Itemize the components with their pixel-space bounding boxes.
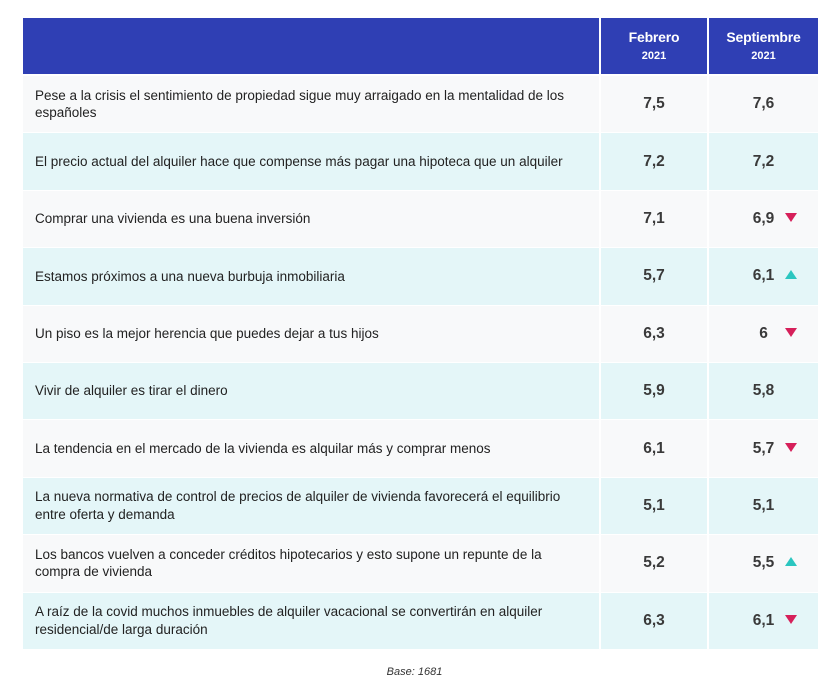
trend-down-icon: [785, 615, 797, 624]
september-score-wrap: [709, 325, 818, 343]
september-score-wrap: [709, 554, 818, 572]
february-score-cell: [601, 191, 709, 248]
september-score-cell: [709, 593, 818, 650]
february-score-cell: [601, 248, 709, 305]
statement-cell: [23, 191, 601, 248]
table-row: [23, 191, 818, 248]
statement-text: Vivir de alquiler es tirar el dinero: [35, 383, 228, 399]
september-score-cell: [709, 191, 818, 248]
statement-cell: [23, 306, 601, 363]
statement-cell: [23, 248, 601, 305]
february-score: 5,2: [643, 554, 665, 572]
september-score-cell: [709, 420, 818, 477]
february-score: 6,3: [643, 611, 665, 629]
statement-text: Pese a la crisis el sentimiento de propiedad sigue muy arraigado en la mentalidad de los españoles: [35, 87, 565, 121]
trend-down-icon: [785, 213, 797, 222]
header-february-year: 2021: [641, 50, 667, 63]
september-score-wrap: [709, 440, 818, 458]
statement-text: A raíz de la covid muchos inmuebles de alquiler vacacional se convertirán en alquiler residencial/de larga duración: [35, 604, 543, 637]
statement-text: Los bancos vuelven a conceder créditos hipotecarios y esto supone un repunte de la compra de vivienda: [35, 546, 542, 580]
september-score: 5,8: [752, 382, 775, 400]
statement-cell: [23, 420, 601, 477]
february-score: 6,1: [643, 439, 665, 457]
february-score: 7,5: [643, 95, 665, 113]
opinion-table: [23, 18, 818, 650]
table-row: [23, 420, 818, 477]
september-score: 7,2: [752, 152, 775, 170]
header-february-month: Febrero: [628, 29, 680, 46]
table-row: [23, 76, 818, 133]
september-score-wrap: [709, 612, 818, 630]
february-score-cell: [601, 76, 709, 133]
table-row: [23, 248, 818, 305]
september-score-cell: [709, 248, 818, 305]
september-score-cell: [709, 363, 818, 420]
trend-down-icon: [785, 443, 797, 452]
february-score-cell: [601, 535, 709, 592]
statement-text: El precio actual del alquiler hace que compense más pagar una hipoteca que un alquiler: [35, 153, 563, 169]
september-score: 6,1: [752, 611, 775, 629]
trend-up-icon: [785, 557, 797, 566]
statement-cell: [23, 76, 601, 133]
table-row: [23, 535, 818, 592]
february-score-cell: [601, 593, 709, 650]
february-score: 7,1: [643, 209, 665, 227]
table-row: [23, 306, 818, 363]
february-score-cell: [601, 133, 709, 190]
september-score-wrap: [709, 382, 818, 400]
table-body: [23, 76, 818, 650]
statement-text: La nueva normativa de control de precios de alquiler de vivienda favorecerá el equilibrio entre oferta y demanda: [35, 489, 561, 522]
september-score-cell: [709, 535, 818, 592]
september-score: 5,7: [752, 439, 775, 457]
table-row: [23, 593, 818, 650]
september-score-cell: [709, 133, 818, 190]
statement-cell: [23, 535, 601, 592]
february-score: 5,9: [643, 382, 665, 400]
february-score-cell: [601, 478, 709, 535]
table-row: [23, 478, 818, 535]
september-score-wrap: [709, 497, 818, 515]
header-february: [601, 18, 709, 76]
september-score-cell: [709, 76, 818, 133]
september-score-wrap: [709, 153, 818, 171]
september-score-wrap: [709, 210, 818, 228]
statement-cell: [23, 478, 601, 535]
statement-cell: [23, 363, 601, 420]
statement-cell: [23, 133, 601, 190]
header-september-year: 2021: [751, 50, 776, 63]
february-score-cell: [601, 363, 709, 420]
september-score-cell: [709, 306, 818, 363]
header-september: [709, 18, 818, 76]
february-score: 6,3: [643, 324, 665, 342]
statement-cell: [23, 593, 601, 650]
september-score: 7,6: [752, 95, 775, 113]
september-score-cell: [709, 478, 818, 535]
september-score: 6: [759, 324, 768, 342]
february-score: 5,1: [643, 496, 665, 514]
base-note: Base: 1681: [386, 666, 443, 678]
september-score-wrap: [709, 267, 818, 285]
september-score: 6,9: [752, 209, 775, 227]
trend-down-icon: [785, 328, 797, 337]
statement-text: Comprar una vivienda es una buena inversión: [35, 211, 311, 227]
trend-up-icon: [785, 270, 797, 279]
september-score: 5,1: [752, 496, 775, 514]
table-header: [23, 18, 818, 76]
header-blank-cell: [23, 18, 601, 76]
statement-text: Un piso es la mejor herencia que puedes dejar a tus hijos: [35, 325, 379, 341]
statement-text: La tendencia en el mercado de la vivienda es alquilar más y comprar menos: [35, 440, 491, 456]
table-row: [23, 363, 818, 420]
february-score-cell: [601, 306, 709, 363]
september-score-wrap: [709, 95, 818, 113]
february-score: 5,7: [643, 267, 665, 285]
february-score: 7,2: [643, 152, 665, 170]
september-score: 5,5: [752, 554, 775, 572]
header-september-month: Septiembre: [726, 29, 801, 46]
table-row: [23, 133, 818, 190]
february-score-cell: [601, 420, 709, 477]
statement-text: Estamos próximos a una nueva burbuja inmobiliaria: [35, 268, 345, 284]
september-score: 6,1: [752, 267, 775, 285]
